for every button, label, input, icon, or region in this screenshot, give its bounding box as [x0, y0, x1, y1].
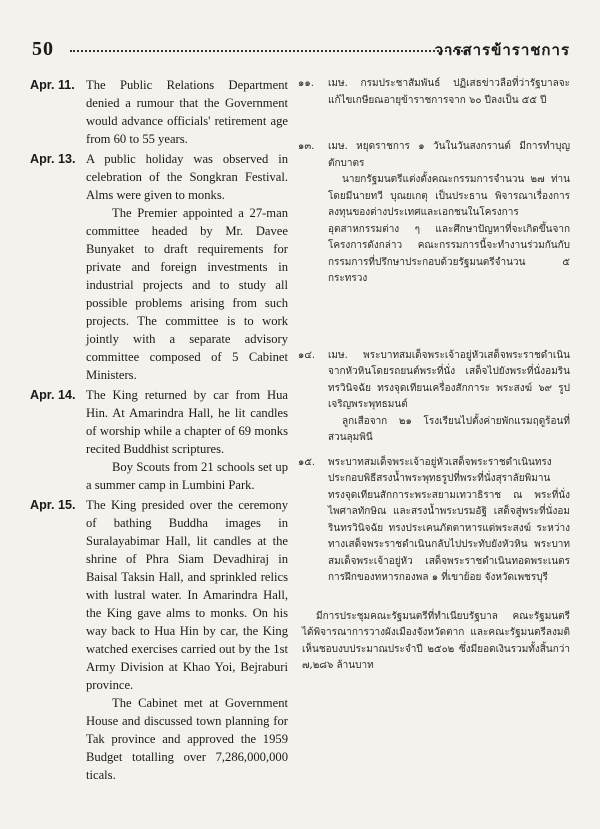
- thai-entry-body: [328, 76, 570, 109]
- entry-date: Apr. 15.: [30, 498, 76, 512]
- entry-paragraph: The Premier appointed a 27-man committee headed by Mr. Davee Bunyaket to draft requirements for private and foreign investments in industrial projects and to study all possible problems arising from such projects. The committee is to work jointly with a separate advisory committee composed of 5 Cabinet Ministers.: [86, 206, 288, 382]
- thai-paragraph: นายกรัฐมนตรีแต่งตั้งคณะกรรมการจำนวน ๒๗ ท่าน โดยมีนายทวี บุณยเกตุ เป็นประธาน พิจารณาเรื่องการลงทุนของต่างประเทศและเอกชนในโครงการอุตสาหกรรมต่าง ๆ และศึกษาปัญหาที่จะเกิดขึ้นจากโครงการดังกล่าว คณะกรรมการนี้จะทำงานร่วมกันกับกรรมการที่ปรึกษาประกอบด้วยรัฐมนตรีจำนวน ๕ กระทรวง: [328, 174, 570, 284]
- thai-paragraph: มีการประชุมคณะรัฐมนตรีที่ทำเนียบรัฐบาล คณะรัฐมนตรีได้พิจารณาการวางผังเมืองจังหวัดตาก และคณะรัฐมนตรีลงมติเห็นชอบงบประมาณประจำปี ๒๕๐๒ ซึ่งมียอดเงินรวมทั้งสิ้นกว่า ๗,๒๘๖ ล้านบาท: [302, 610, 570, 671]
- english-column: [30, 76, 288, 786]
- entry-paragraph: The King returned by car from Hua Hin. At Amarindra Hall, he lit candles of worship while a chapter of 69 monks recited Buddhist scriptures.: [86, 388, 288, 456]
- page-number: 50: [32, 38, 54, 60]
- thai-column: [298, 76, 570, 675]
- thai-entry-body: [328, 139, 570, 288]
- entry-paragraph: The Public Relations Department denied a rumour that the Government would advance officials' retirement age from 60 to 55 years.: [86, 78, 288, 146]
- entry-paragraph: Boy Scouts from 21 schools set up a summer camp in Lumbini Park.: [86, 460, 288, 492]
- english-entry: [30, 496, 288, 784]
- thai-paragraph: เมษ. หยุดราชการ ๑ วันในวันสงกรานต์ มีการทำบุญตักบาตร: [328, 141, 570, 169]
- english-entry: [30, 76, 288, 148]
- thai-paragraph: ลูกเสือจาก ๒๑ โรงเรียนไปตั้งค่ายพักแรมฤดูร้อนที่สวนลุมพินี: [328, 415, 570, 443]
- page-header: [30, 38, 570, 62]
- thai-entry-number: ๑๕.: [298, 456, 316, 468]
- thai-paragraph: เมษ. กรมประชาสัมพันธ์ ปฏิเสธข่าวลือที่ว่ารัฐบาลจะแก้ไขเกษียณอายุข้าราชการจาก ๖๐ ปีลงเป็น ๕๕ ปี: [328, 78, 570, 106]
- entry-date: Apr. 11.: [30, 78, 75, 92]
- entry-body: [86, 150, 288, 384]
- entry-date: Apr. 14.: [30, 388, 76, 402]
- thai-entry: [298, 455, 570, 675]
- thai-paragraph: เมษ. พระบาทสมเด็จพระเจ้าอยู่หัวเสด็จพระราชดำเนินจากหัวหินโดยรถยนต์พระที่นั่ง เสด็จไปยังพระที่นั่งอมรินทรวินิจฉัย ทรงจุดเทียนเครื่องสักการะ พระสงฆ์ ๖๙ รูปเจริญพระพุทธมนต์: [328, 349, 570, 410]
- english-entry: [30, 150, 288, 384]
- entry-date: Apr. 13.: [30, 152, 76, 166]
- thai-entry: [298, 348, 570, 447]
- thai-entry: [298, 76, 570, 109]
- thai-entry-number: ๑๔.: [298, 349, 316, 361]
- entry-body: [86, 496, 288, 784]
- entry-paragraph: The King presided over the ceremony of bathing Buddha images in Suralayabimar Hall, lit candles at the shrine of Phra Siam Devadhiraj in Baisal Taksin Hall, and sprinkled relics with lustral water. In Amarindra Hall, the King gave alms to monks. On his way back to Hua Hin by car, the King watched exercises carried out by the 1st Army Division at Khao Yoi, Bejraburi province.: [86, 498, 288, 692]
- entry-body: [86, 76, 288, 148]
- english-entry: [30, 386, 288, 494]
- journal-title: วารสารข้าราชการ: [434, 41, 570, 59]
- entry-paragraph: A public holiday was observed in celebration of the Songkran Festival. Alms were given to monks.: [86, 152, 288, 202]
- thai-paragraph: พระบาทสมเด็จพระเจ้าอยู่หัวเสด็จพระราชดำเนินทรงประกอบพิธีสรงน้ำพระพุทธรูปที่พระที่นั่งสุราลัยพิมาน ทรงจุดเทียนสักการะพระสยามเทวาธิราช ณ พระที่นั่งไพศาลทักษิณ และสรงน้ำพระบรมอัฐิ เสด็จสู่พระที่นั่งอมรินทรวินิจฉัย ทรงประเคนภัตตาหารแด่พระสงฆ์ ระหว่างทางเสด็จพระราชดำเนินกลับไปประทับยังหัวหิน พระบาทสมเด็จพระเจ้าอยู่หัว เสด็จพระราชดำเนินทอดพระเนตรการฝึกของทหารกองพล ๑ ที่เขาย้อย จังหวัดเพชรบุรี: [328, 456, 570, 583]
- thai-entry: [298, 139, 570, 288]
- thai-entry-number: ๑๓.: [298, 141, 315, 152]
- header-rule: [70, 50, 470, 52]
- thai-entry-body: [328, 348, 570, 447]
- entry-paragraph: The Cabinet met at Government House and discussed town planning for Tak province and approved the 1959 Budget totalling over 7,286,000,000 ticals.: [86, 696, 288, 782]
- thai-entry-number: ๑๑.: [298, 78, 314, 89]
- entry-body: [86, 386, 288, 494]
